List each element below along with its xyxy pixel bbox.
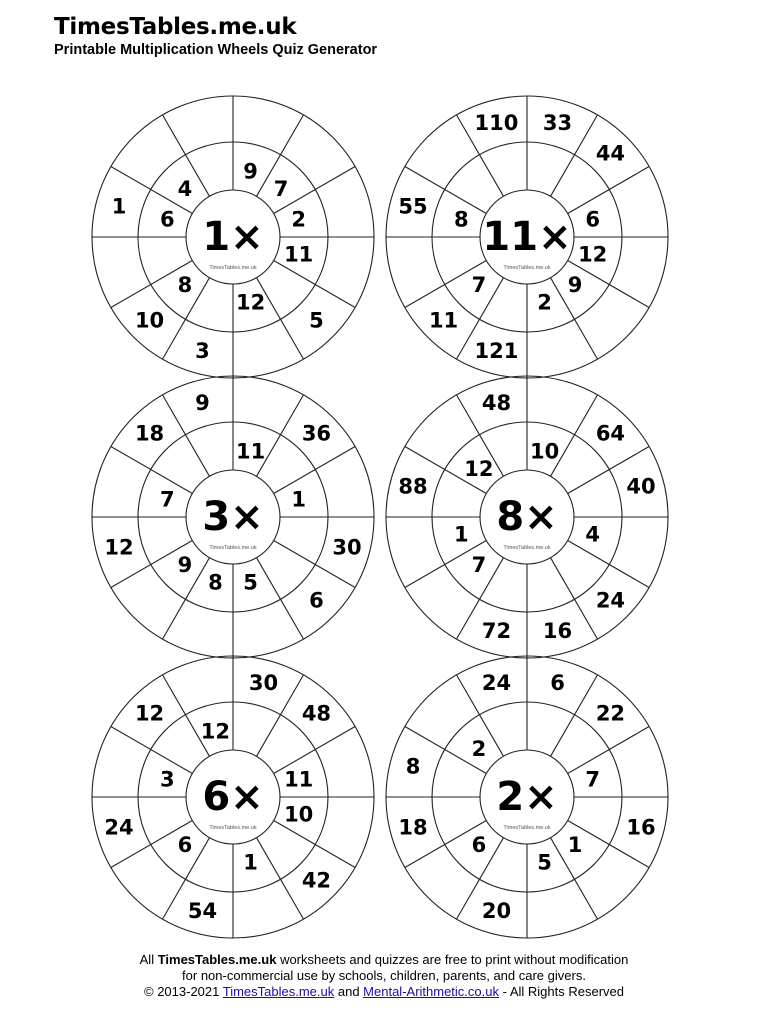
inner-ring-number: 9 <box>243 159 258 184</box>
inner-ring-number: 6 <box>177 833 193 858</box>
inner-ring-number: 7 <box>160 487 175 512</box>
inner-ring-number: 12 <box>235 290 266 315</box>
inner-ring-number: 1 <box>291 487 306 512</box>
outer-ring-number: 88 <box>398 474 428 499</box>
multiplication-wheel <box>92 656 374 938</box>
outer-ring-number: 48 <box>481 391 512 416</box>
inner-ring-number: 7 <box>471 553 487 578</box>
outer-ring-number: 18 <box>134 421 165 446</box>
outer-ring-number: 9 <box>195 391 210 416</box>
outer-ring-number: 30 <box>248 671 279 696</box>
inner-ring-number: 10 <box>284 802 314 827</box>
inner-ring-number: 8 <box>177 273 193 298</box>
watermark-text: TimesTables.me.uk <box>209 545 257 551</box>
outer-ring-number: 64 <box>595 421 626 446</box>
inner-ring-number: 12 <box>200 719 231 744</box>
footer-text: and <box>334 984 364 999</box>
footer-text: worksheets and quizzes are free to print without modification <box>276 952 629 967</box>
outer-ring-number: 22 <box>595 701 626 726</box>
inner-ring-number: 2 <box>537 290 552 315</box>
outer-ring-number: 6 <box>550 671 565 696</box>
copyright-text: © 2013-2021 <box>144 984 223 999</box>
outer-ring-number: 30 <box>332 535 362 560</box>
outer-ring-number: 5 <box>309 308 324 333</box>
wheel-spoke <box>568 167 649 214</box>
multiplier-label: 2× <box>496 774 558 820</box>
inner-ring-number: 9 <box>177 553 193 578</box>
outer-ring-number: 54 <box>187 898 218 923</box>
multiplication-wheel <box>386 376 668 658</box>
wheel-spoke <box>111 727 192 774</box>
outer-ring-number: 18 <box>398 815 428 840</box>
inner-ring-number: 4 <box>585 522 600 547</box>
page-subtitle: Printable Multiplication Wheels Quiz Generator <box>54 42 378 58</box>
outer-ring-number: 48 <box>301 701 332 726</box>
wheel-spoke <box>257 395 304 476</box>
inner-ring-number: 5 <box>243 570 258 595</box>
inner-ring-number: 11 <box>235 439 266 464</box>
outer-ring-number: 40 <box>626 474 656 499</box>
inner-ring-number: 11 <box>284 767 314 792</box>
outer-ring-number: 16 <box>626 815 656 840</box>
footer <box>0 952 768 1000</box>
site-title: TimesTables.me.uk <box>54 14 297 40</box>
inner-ring-number: 1 <box>243 850 258 875</box>
watermark-text: TimesTables.me.uk <box>209 825 257 831</box>
outer-ring-number: 20 <box>481 898 512 923</box>
inner-ring-number: 10 <box>529 439 560 464</box>
timestables-link[interactable]: TimesTables.me.uk <box>222 984 335 999</box>
outer-ring-number: 1 <box>111 194 127 219</box>
outer-ring-number: 12 <box>134 701 165 726</box>
outer-ring-number: 121 <box>474 338 519 363</box>
inner-ring-number: 8 <box>208 570 223 595</box>
wheel-spoke <box>257 838 304 919</box>
wheel-spoke <box>274 261 355 308</box>
outer-ring-number: 24 <box>104 815 134 840</box>
outer-ring-number: 110 <box>474 111 519 136</box>
outer-ring-number: 44 <box>595 141 626 166</box>
multiplier-label: 6× <box>202 774 264 820</box>
inner-ring-number: 2 <box>291 207 306 232</box>
outer-ring-number: 16 <box>542 618 573 643</box>
inner-ring-number: 1 <box>454 522 469 547</box>
watermark-text: TimesTables.me.uk <box>503 545 551 551</box>
multiplication-wheel <box>92 96 374 378</box>
wheel-spoke <box>568 541 649 588</box>
footer-line-3 <box>0 984 768 1000</box>
inner-ring-number: 6 <box>160 207 175 232</box>
multiplier-label: 8× <box>496 494 558 540</box>
outer-ring-number: 72 <box>481 618 512 643</box>
inner-ring-number: 6 <box>585 207 600 232</box>
outer-ring-number: 24 <box>481 671 512 696</box>
multiplier-label: 11× <box>482 214 572 260</box>
inner-ring-number: 6 <box>471 833 487 858</box>
outer-ring-number: 11 <box>428 308 459 333</box>
inner-ring-number: 7 <box>471 273 487 298</box>
footer-brand: TimesTables.me.uk <box>157 952 277 967</box>
outer-ring-number: 8 <box>405 754 421 779</box>
outer-ring-number: 6 <box>309 588 324 613</box>
outer-ring-number: 55 <box>398 194 428 219</box>
wheel-spoke <box>274 447 355 494</box>
outer-ring-number: 42 <box>301 868 332 893</box>
inner-ring-number: 3 <box>160 767 175 792</box>
outer-ring-number: 3 <box>195 338 210 363</box>
watermark-text: TimesTables.me.uk <box>503 265 551 271</box>
footer-line-2: for non-commercial use by schools, children, parents, and care givers. <box>182 968 586 983</box>
mental-arithmetic-link[interactable]: Mental-Arithmetic.co.uk <box>363 984 499 999</box>
inner-ring-number: 9 <box>567 273 583 298</box>
wheel-spoke <box>568 727 649 774</box>
inner-ring-number: 1 <box>567 833 583 858</box>
multiplication-wheel <box>92 376 374 658</box>
inner-ring-number: 8 <box>454 207 469 232</box>
outer-ring-number: 36 <box>301 421 332 446</box>
outer-ring-number: 33 <box>542 111 573 136</box>
inner-ring-number: 7 <box>273 176 289 201</box>
wheel-spoke <box>274 821 355 868</box>
inner-ring-number: 12 <box>578 242 608 267</box>
wheel-spoke <box>551 395 598 476</box>
wheel-spoke <box>163 675 210 756</box>
wheel-spoke <box>111 447 192 494</box>
outer-ring-number: 12 <box>104 535 134 560</box>
wheel-spoke <box>257 558 304 639</box>
inner-ring-number: 12 <box>464 456 494 481</box>
inner-ring-number: 11 <box>284 242 314 267</box>
footer-text: - All Rights Reserved <box>499 984 624 999</box>
multiplication-wheel <box>386 656 668 938</box>
outer-ring-number: 10 <box>134 308 165 333</box>
watermark-text: TimesTables.me.uk <box>209 265 257 271</box>
footer-line-1 <box>0 952 768 968</box>
watermark-text: TimesTables.me.uk <box>503 825 551 831</box>
inner-ring-number: 4 <box>177 176 193 201</box>
multiplication-wheel <box>386 96 668 378</box>
multiplier-label: 1× <box>202 214 264 260</box>
inner-ring-number: 7 <box>585 767 600 792</box>
inner-ring-number: 5 <box>537 850 552 875</box>
footer-text: All <box>139 952 158 967</box>
outer-ring-number: 24 <box>595 588 626 613</box>
inner-ring-number: 2 <box>471 736 487 761</box>
multiplier-label: 3× <box>202 494 264 540</box>
